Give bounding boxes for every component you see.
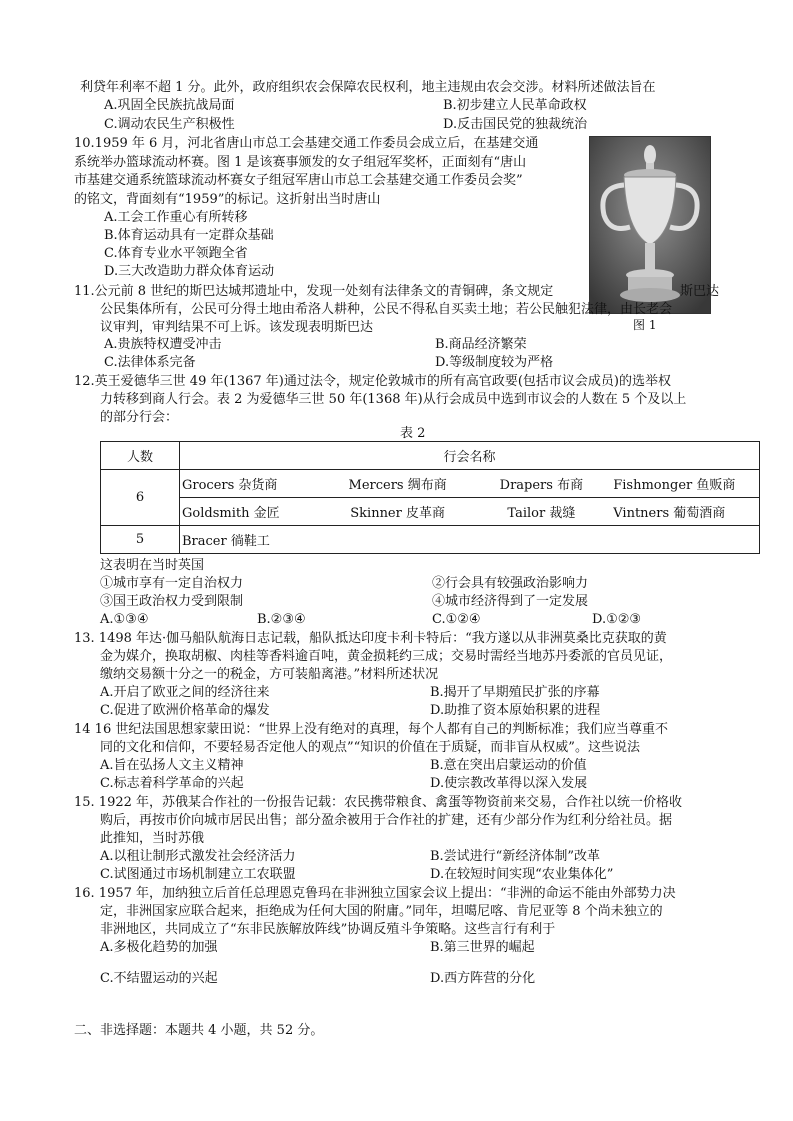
q10-option-c: C.体育专业水平领跑全省 [104,246,248,261]
q16-option-b: B.第三世界的崛起 [430,940,535,955]
q12-statement-4: ④城市经济得到了一定发展 [432,594,589,609]
q13-stem-line2: 金为媒介，换取胡椒、肉桂等香料逾百吨，黄金损耗约三成；交易时需经当地苏丹委派的官员见证， [100,649,673,664]
q14-option-c: C.标志着科学革命的兴起 [100,776,244,791]
q15-option-d: D.在较短时间实现“农业集体化” [430,867,614,882]
q12-option-c: C.①②④ [432,612,481,627]
q11-stem-line2: 公民集体所有，公民可分得土地由希洛人耕种，公民不得私自买卖土地；若公民触犯法律，由长老会 [100,302,673,317]
q12-statement-1: ①城市享有一定自治权力 [100,576,244,591]
q11-option-b: B.商品经济繁荣 [435,337,527,352]
q16-option-d: D.西方阵营的分化 [430,971,536,986]
table-row [101,470,760,498]
q16-option-c: C.不结盟运动的兴起 [100,971,218,986]
q15-option-b: B.尝试进行“新经济体制”改革 [430,849,600,864]
table-header-row [101,442,760,470]
guild-cell: Mercers 绸布商 [348,478,447,493]
guild-cell: Vintners 葡萄酒商 [613,506,726,521]
row6-guilds-b [180,498,760,526]
q11-stem-line3: 议审判，审判结果不可上诉。该发现表明斯巴达 [100,320,374,335]
q13-option-c: C.促进了欧洲价格革命的爆发 [100,703,270,718]
q12-option-d: D.①②③ [592,612,642,627]
row5-count: 5 [101,526,180,554]
q10-stem-line4: 的铭文，背面刻有“1959”的标记。这折射出当时唐山 [74,192,381,207]
q13-option-d: D.助推了资本原始积累的进程 [430,703,601,718]
q16-stem-line3: 非洲地区，共同成立了“东非民族解放阵线”协调反殖斗争策略。这些言行有利于 [100,922,556,937]
q14-stem-line1: 14 16 世纪法国思想家蒙田说：“世界上没有绝对的真理，每个人都有自己的判断标准；我们应当尊重不 [74,722,668,737]
q9-option-a: A.巩固全民族抗战局面 [104,98,235,113]
q16-stem-line2: 定，非洲国家应联合起来，拒绝成为任何大国的附庸。”同年，坦噶尼喀、肯尼亚等 8 个尚未独立的 [100,904,663,919]
table-2-title: 表 2 [400,426,426,441]
q13-option-a: A.开启了欧亚之间的经济往来 [100,685,270,700]
q15-stem-line3: 此推知，当时苏俄 [100,831,205,846]
q10-stem-line3: 市基建交通系统篮球流动杯赛女子组冠军唐山市总工会基建交通工作委员会奖” [74,173,523,188]
header-count: 人数 [101,442,180,470]
guild-cell: Drapers 布商 [499,478,584,493]
q10-option-b: B.体育运动具有一定群众基础 [104,228,274,243]
q13-stem-line3: 缴纳交易额十分之一的税金，方可装船离港。”材料所述状况 [100,667,439,682]
q12-stem-line2: 力转移到商人行会。表 2 为爱德华三世 50 年(1368 年)从行会成员中选到市议会的人数在 5 个及以上 [100,392,687,407]
q15-stem-line2: 购后，再按市价向城市居民出售；部分盈余被用于合作社的扩建，还有少部分作为红利分给社员。据 [100,813,673,828]
q14-option-a: A.旨在弘扬人文主义精神 [100,758,244,773]
q9-option-c: C.调动农民生产积极性 [104,117,235,132]
q15-stem-line1: 15. 1922 年，苏俄某合作社的一份报告记载：农民携带粮食、禽蛋等物资前来交易，合作社以统一价格收 [74,795,683,810]
q13-option-b: B.揭开了早期殖民扩张的序幕 [430,685,600,700]
q13-stem-line1: 13. 1498 年达·伽马船队航海日志记载，船队抵达印度卡利卡特后：“我方遂以从非洲莫桑比克获取的黄 [74,631,667,646]
q12-stem-line1: 12.英王爱德华三世 49 年(1367 年)通过法令，规定伦敦城市的所有高官政要(包括市议会成员)的选举权 [74,374,671,389]
q15-option-c: C.试图通过市场机制建立工农联盟 [100,867,296,882]
q15-option-a: A.以租让制形式激发社会经济活力 [100,849,296,864]
q12-stem-line3: 的部分行会： [100,410,179,425]
q12-option-b: B.②③④ [257,612,306,627]
q11-option-a: A.贵族特权遭受冲击 [104,337,222,352]
header-guild-name: 行会名称 [180,442,760,470]
q14-stem-line2: 同的文化和信仰，不要轻易否定他人的观点”“知识的价值在于质疑，而非盲从权威”。这些说法 [100,740,640,755]
guild-cell: Goldsmith 金匠 [182,506,280,521]
table-row [101,498,760,526]
q11-option-c: C.法律体系完备 [104,355,196,370]
q16-option-a: A.多极化趋势的加强 [100,940,218,955]
q11-stem-line1: 11.公元前 8 世纪的斯巴达城邦遗址中，发现一处刻有法律条文的青铜碑，条文规定 [74,284,554,299]
q10-stem-line2: 系统举办篮球流动杯赛。图 1 是该赛事颁发的女子组冠军奖杯，正面刻有“唐山 [74,155,527,170]
q12-statement-3: ③国王政治权力受到限制 [100,594,244,609]
q12-statement-2: ②行会具有较强政治影响力 [432,576,589,591]
q9-option-d: D.反击国民党的独裁统治 [443,117,588,132]
q11-option-d: D.等级制度较为严格 [435,355,554,370]
guild-table [100,441,760,554]
row6-count: 6 [101,470,180,526]
q12-option-a: A.①③④ [100,612,149,627]
table-row [101,526,760,554]
row6-guilds-a [180,470,760,498]
row5-guild: Bracer 徜鞋工 [180,526,760,554]
q14-option-b: B.意在突出启蒙运动的价值 [430,758,587,773]
q11-stem-line1-end: 斯巴达 [680,284,720,299]
q14-option-d: D.使宗教改革得以深入发展 [430,776,588,791]
guild-cell: Skinner 皮革商 [350,506,445,521]
q9-option-b: B.初步建立人民革命政权 [443,98,587,113]
guild-cell: Tailor 裁缝 [507,506,576,521]
guild-cell: Fishmonger 鱼贩商 [613,478,736,493]
section-2-heading: 二、非选择题：本题共 4 小题，共 52 分。 [74,1023,324,1038]
q10-stem-line1: 10.1959 年 6 月，河北省唐山市总工会基建交通工作委员会成立后，在基建交通 [74,136,539,151]
q16-stem-line1: 16. 1957 年，加纳独立后首任总理恩克鲁玛在非洲独立国家会议上提出：“非洲的命运不能由外部势力决 [74,886,676,901]
figure-1-caption: 图 1 [633,318,657,332]
q12-question: 这表明在当时英国 [100,558,205,573]
q9-stem: 利贷年利率不超 1 分。此外，政府组织农会保障农民权利，地主违规由农会交涉。材料所述做法旨在 [80,80,656,95]
q10-option-a: A.工会工作重心有所转移 [104,210,248,225]
q10-option-d: D.三大改造助力群众体育运动 [104,264,275,279]
guild-cell: Grocers 杂货商 [182,478,278,493]
